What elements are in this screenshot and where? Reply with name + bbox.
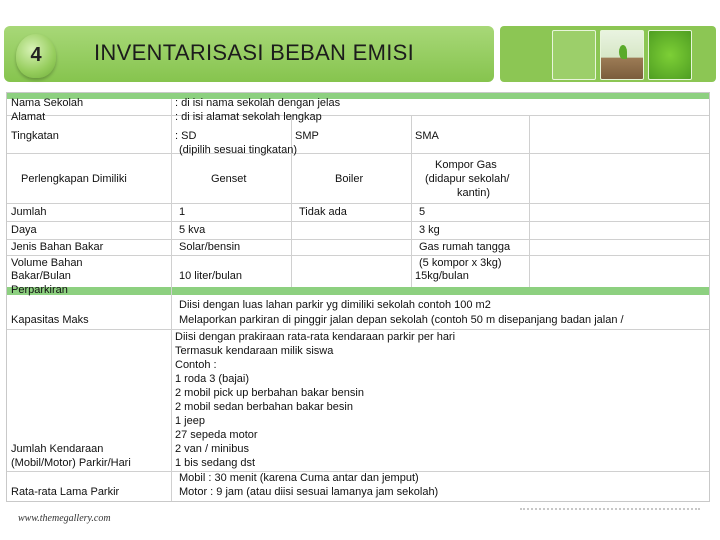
bahan-bakar-genset: Solar/bensin: [179, 241, 241, 253]
header-genset: Genset: [211, 173, 247, 185]
jumlah-genset: 1: [179, 206, 186, 218]
thumbnail-plain: [552, 30, 596, 80]
label-alamat: Alamat: [11, 111, 46, 123]
value-nama-sekolah: : di isi nama sekolah dengan jelas: [175, 97, 341, 109]
row-divider: [7, 153, 709, 154]
jumlah-boiler: Tidak ada: [299, 206, 347, 218]
column-divider: [411, 115, 412, 287]
kendaraan-line: Termasuk kendaraan milik siswa: [175, 345, 334, 357]
kendaraan-line: 1 jeep: [175, 415, 205, 427]
kendaraan-line: 1 bis sedang dst: [175, 457, 256, 469]
thumbnail-sprout: [600, 30, 644, 80]
slide-number: 4: [30, 44, 42, 66]
label-nama-sekolah: Nama Sekolah: [11, 97, 84, 109]
kendaraan-line: Diisi dengan prakiraan rata-rata kendaraan parkir per hari: [175, 331, 456, 343]
option-sd: : SD: [175, 130, 197, 142]
header-kompor-3: kantin): [457, 187, 491, 199]
label-jenis-bahan-bakar: Jenis Bahan Bakar: [11, 241, 104, 253]
value-alamat: : di isi alamat sekolah lengkap: [175, 111, 322, 123]
kendaraan-line: 1 roda 3 (bajai): [175, 373, 249, 385]
label-volume-2: Bakar/Bulan: [11, 270, 71, 282]
kapasitas-line-2: Melaporkan parkiran di pinggir jalan depan sekolah (contoh 50 m disepanjang badan jalan /: [179, 314, 624, 326]
column-divider: [171, 99, 172, 501]
daya-genset: 5 kva: [179, 224, 206, 236]
header-kompor-2: (didapur sekolah/: [425, 173, 510, 185]
kapasitas-line-1: Diisi dengan luas lahan parkir yg dimiliki sekolah contoh 100 m2: [179, 299, 491, 311]
row-divider: [7, 203, 709, 204]
column-divider: [291, 115, 292, 287]
tingkatan-note: (dipilih sesuai tingkatan): [179, 144, 298, 156]
label-lama-parkir: Rata-rata Lama Parkir: [11, 486, 120, 498]
emission-table: [6, 92, 710, 502]
bahan-bakar-kompor: Gas rumah tangga: [419, 241, 511, 253]
option-sma: SMA: [415, 130, 439, 142]
label-jumlah-kendaraan-2: (Mobil/Motor) Parkir/Hari: [11, 457, 131, 469]
lama-parkir-line-2: Motor : 9 jam (atau diisi sesuai lamanya jam sekolah): [179, 486, 439, 498]
slide-title: INVENTARISASI BEBAN EMISI: [94, 40, 415, 65]
label-kapasitas: Kapasitas Maks: [11, 314, 89, 326]
column-divider: [529, 115, 530, 287]
label-tingkatan: Tingkatan: [11, 130, 59, 142]
jumlah-kompor: 5: [419, 206, 426, 218]
footer-url: www.themegallery.com: [18, 513, 111, 524]
kendaraan-line: 2 mobil sedan berbahan bakar besin: [175, 401, 353, 413]
thumbnail-leaf: [648, 30, 692, 80]
header-kompor-1: Kompor Gas: [435, 159, 497, 171]
label-perparkiran: Perparkiran: [11, 284, 68, 296]
slide-number-badge: [16, 34, 56, 78]
kendaraan-line: 2 mobil pick up berbahan bakar bensin: [175, 387, 364, 399]
slide-header: [4, 26, 716, 86]
row-divider: [7, 255, 709, 256]
footer-decoration: [520, 508, 700, 520]
section-separator-band: [7, 287, 709, 295]
daya-kompor: 3 kg: [419, 224, 440, 236]
label-daya: Daya: [11, 224, 37, 236]
row-divider: [7, 239, 709, 240]
volume-kompor-1: (5 kompor x 3kg): [419, 257, 502, 269]
table-header-band: [7, 93, 709, 99]
lama-parkir-line-1: Mobil : 30 menit (karena Cuma antar dan jemput): [179, 472, 419, 484]
label-perlengkapan: Perlengkapan Dimiliki: [21, 173, 127, 185]
row-divider: [7, 329, 709, 330]
volume-genset: 10 liter/bulan: [179, 270, 242, 282]
kendaraan-line: 27 sepeda motor: [175, 429, 258, 441]
option-smp: SMP: [295, 130, 319, 142]
header-boiler: Boiler: [335, 173, 364, 185]
volume-kompor-2: 15kg/bulan: [415, 270, 469, 282]
label-jumlah: Jumlah: [11, 206, 47, 218]
sprout-icon: [619, 45, 627, 59]
label-volume-1: Volume Bahan: [11, 257, 83, 269]
kendaraan-line: Contoh :: [175, 359, 217, 371]
row-divider: [7, 221, 709, 222]
kendaraan-line: 2 van / minibus: [175, 443, 249, 455]
decorative-thumbnail-strip: [500, 26, 716, 82]
label-jumlah-kendaraan-1: Jumlah Kendaraan: [11, 443, 104, 455]
row-divider: [7, 115, 709, 116]
